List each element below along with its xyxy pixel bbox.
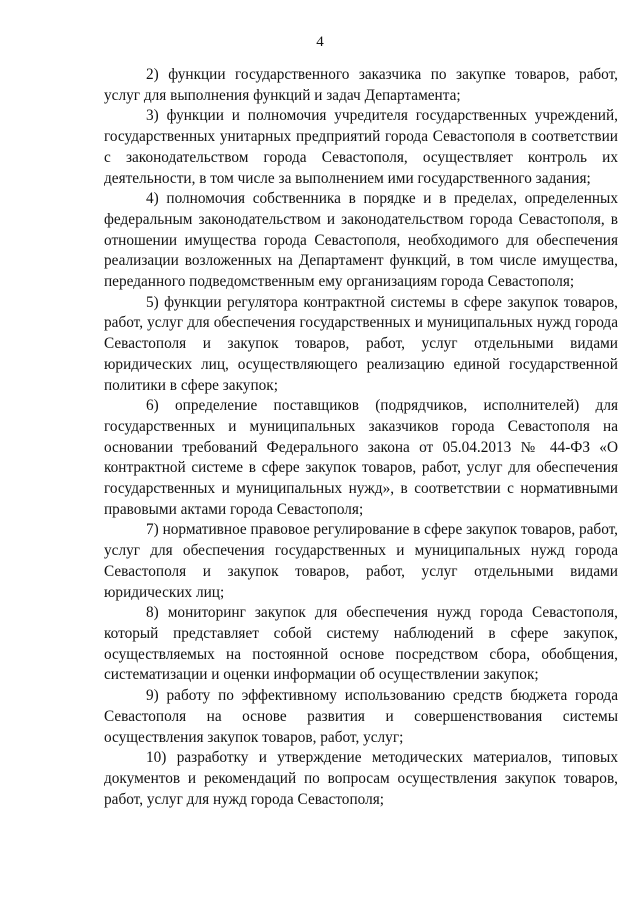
paragraph-item-3: 3) функции и полномочия учредителя государственных учреждений, государственных унитарных предприятий города Севастополя в соответствии с законодательством города Севастополя, осуществляет контроль их деятельности, в том числе за выполнением ими государственного задания; <box>104 107 618 187</box>
paragraph-item-9: 9) работу по эффективному использованию средств бюджета города Севастополя на основе развития и совершенствования системы осуществления закупок товаров, работ, услуг; <box>104 687 618 746</box>
paragraph-item-7: 7) нормативное правовое регулирование в сфере закупок товаров, работ, услуг для обеспечения государственных и муниципальных нужд города Севастополя и закупок товаров, работ, услуг отдельными видами юридических лиц; <box>104 521 618 601</box>
paragraph-item-6: 6) определение поставщиков (подрядчиков, исполнителей) для государственных и муниципальных заказчиков города Севастополя на основании требований Федерального закона от 05.04.2013 № 44-ФЗ «О контрактной системе в сфере закупок товаров, работ, услуг для обеспечения государственных и муниципальных нужд», в соответствии с нормативными правовыми актами города Севастополя; <box>104 397 618 518</box>
paragraph-item-5: 5) функции регулятора контрактной системы в сфере закупок товаров, работ, услуг для обеспечения государственных и муниципальных нужд города Севастополя и закупок товаров, работ, услуг отдельными видами юридических лиц, осуществляющего реализацию единой государственной политики в сфере закупок; <box>104 293 618 394</box>
paragraph-item-4: 4) полномочия собственника в порядке и в пределах, определенных федеральным законодательством и законодательством города Севастополя, в отношении имущества города Севастополя, необходимого для обеспечения реализации возложенных на Департамент функций, в том числе имущества, переданного подведомственным ему организациям города Севастополя; <box>104 190 618 291</box>
paragraph-item-10: 10) разработку и утверждение методических материалов, типовых документов и рекомендаций по вопросам осуществления закупок товаров, работ, услуг для нужд города Севастополя; <box>104 749 618 808</box>
paragraph-item-8: 8) мониторинг закупок для обеспечения нужд города Севастополя, который представляет собой систему наблюдений в сфере закупок, осуществляемых на постоянной основе посредством сбора, обобщения, систематизации и оценки информации об осуществлении закупок; <box>104 604 618 684</box>
page-number: 4 <box>316 34 324 50</box>
paragraph-item-2: 2) функции государственного заказчика по закупке товаров, работ, услуг для выполнения функций и задач Департамента; <box>104 66 618 104</box>
document-body <box>104 65 618 810</box>
